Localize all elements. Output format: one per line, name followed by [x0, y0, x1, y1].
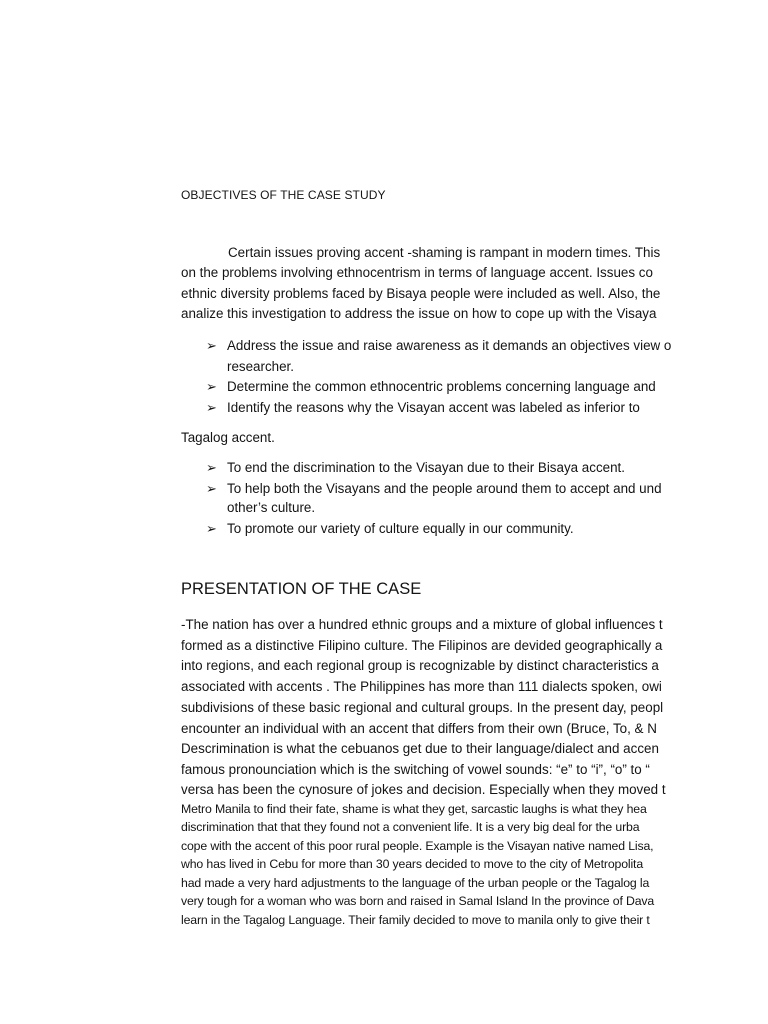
presentation-heading: PRESENTATION OF THE CASE	[181, 580, 422, 598]
paragraph-line: Metro Manila to find their fate, shame is what they get, sarcastic laughs is what they hea	[181, 802, 647, 816]
paragraph-line: versa has been the cynosure of jokes and decision. Especially when they moved t	[181, 782, 666, 797]
paragraph-line: very tough for a woman who was born and raised in Samal Island In the province of Dava	[181, 894, 655, 908]
arrow-bullet-icon: ➢	[206, 400, 217, 415]
paragraph-line: subdivisions of these basic regional and cultural groups. In the present day, peopl	[181, 700, 664, 715]
paragraph-line: who has lived in Cebu for more than 30 years decided to move to the city of Metropolita	[181, 857, 644, 871]
list-item: other’s culture.	[227, 500, 316, 515]
paragraph-line: formed as a distinctive Filipino culture. The Filipinos are devided geographically a	[181, 638, 663, 653]
list-item: Identify the reasons why the Visayan accent was labeled as inferior to	[227, 400, 640, 415]
paragraph-line: famous pronounciation which is the switching of vowel sounds: “e” to “i”, “o” to “	[181, 762, 650, 777]
list-item: To help both the Visayans and the people around them to accept and und	[227, 481, 662, 496]
objectives-heading: OBJECTIVES OF THE CASE STUDY	[181, 188, 386, 202]
paragraph-line: learn in the Tagalog Language. Their family decided to move to manila only to give their t	[181, 913, 650, 927]
list-item: Address the issue and raise awareness as it demands an objectives view o	[227, 338, 672, 353]
presentation-paragraph	[181, 615, 682, 935]
list-item: To promote our variety of culture equally in our community.	[227, 521, 574, 536]
arrow-bullet-icon: ➢	[206, 481, 217, 496]
continuation-text: Tagalog accent.	[181, 430, 275, 445]
paragraph-line: encounter an individual with an accent that differs from their own (Bruce, To, & N	[181, 721, 657, 736]
list-item: To end the discrimination to the Visayan due to their Bisaya accent.	[227, 460, 625, 475]
intro-paragraph	[181, 243, 682, 323]
paragraph-line: discrimination that that they found not a convenient life. It is a very big deal for the urba	[181, 820, 640, 834]
continuation-line	[181, 428, 682, 448]
intro-line: Certain issues proving accent -shaming is rampant in modern times. This	[228, 245, 661, 260]
paragraph-line: had made a very hard adjustments to the language of the urban people or the Tagalog la	[181, 876, 650, 890]
objectives-list-b	[181, 458, 682, 542]
paragraph-line: associated with accents . The Philippines has more than 111 dialects spoken, owi	[181, 679, 662, 694]
intro-line: ethnic diversity problems faced by Bisaya people were included as well. Also, the	[181, 286, 661, 301]
objectives-list-a	[181, 336, 682, 420]
intro-line: analize this investigation to address the issue on how to cope up with the Visaya	[181, 306, 657, 321]
arrow-bullet-icon: ➢	[206, 460, 217, 475]
arrow-bullet-icon: ➢	[206, 521, 217, 536]
paragraph-line: cope with the accent of this poor rural people. Example is the Visayan native named Lisa,	[181, 839, 654, 853]
paragraph-line: -The nation has over a hundred ethnic groups and a mixture of global influences t	[181, 617, 663, 632]
paragraph-line: into regions, and each regional group is recognizable by distinct characteristics a	[181, 658, 659, 673]
intro-line: on the problems involving ethnocentrism in terms of language accent. Issues co	[181, 265, 653, 280]
list-item: researcher.	[227, 359, 294, 374]
arrow-bullet-icon: ➢	[206, 338, 217, 353]
list-item: Determine the common ethnocentric problems concerning language and	[227, 379, 656, 394]
paragraph-line: Descrimination is what the cebuanos get due to their language/dialect and accen	[181, 741, 659, 756]
arrow-bullet-icon: ➢	[206, 379, 217, 394]
